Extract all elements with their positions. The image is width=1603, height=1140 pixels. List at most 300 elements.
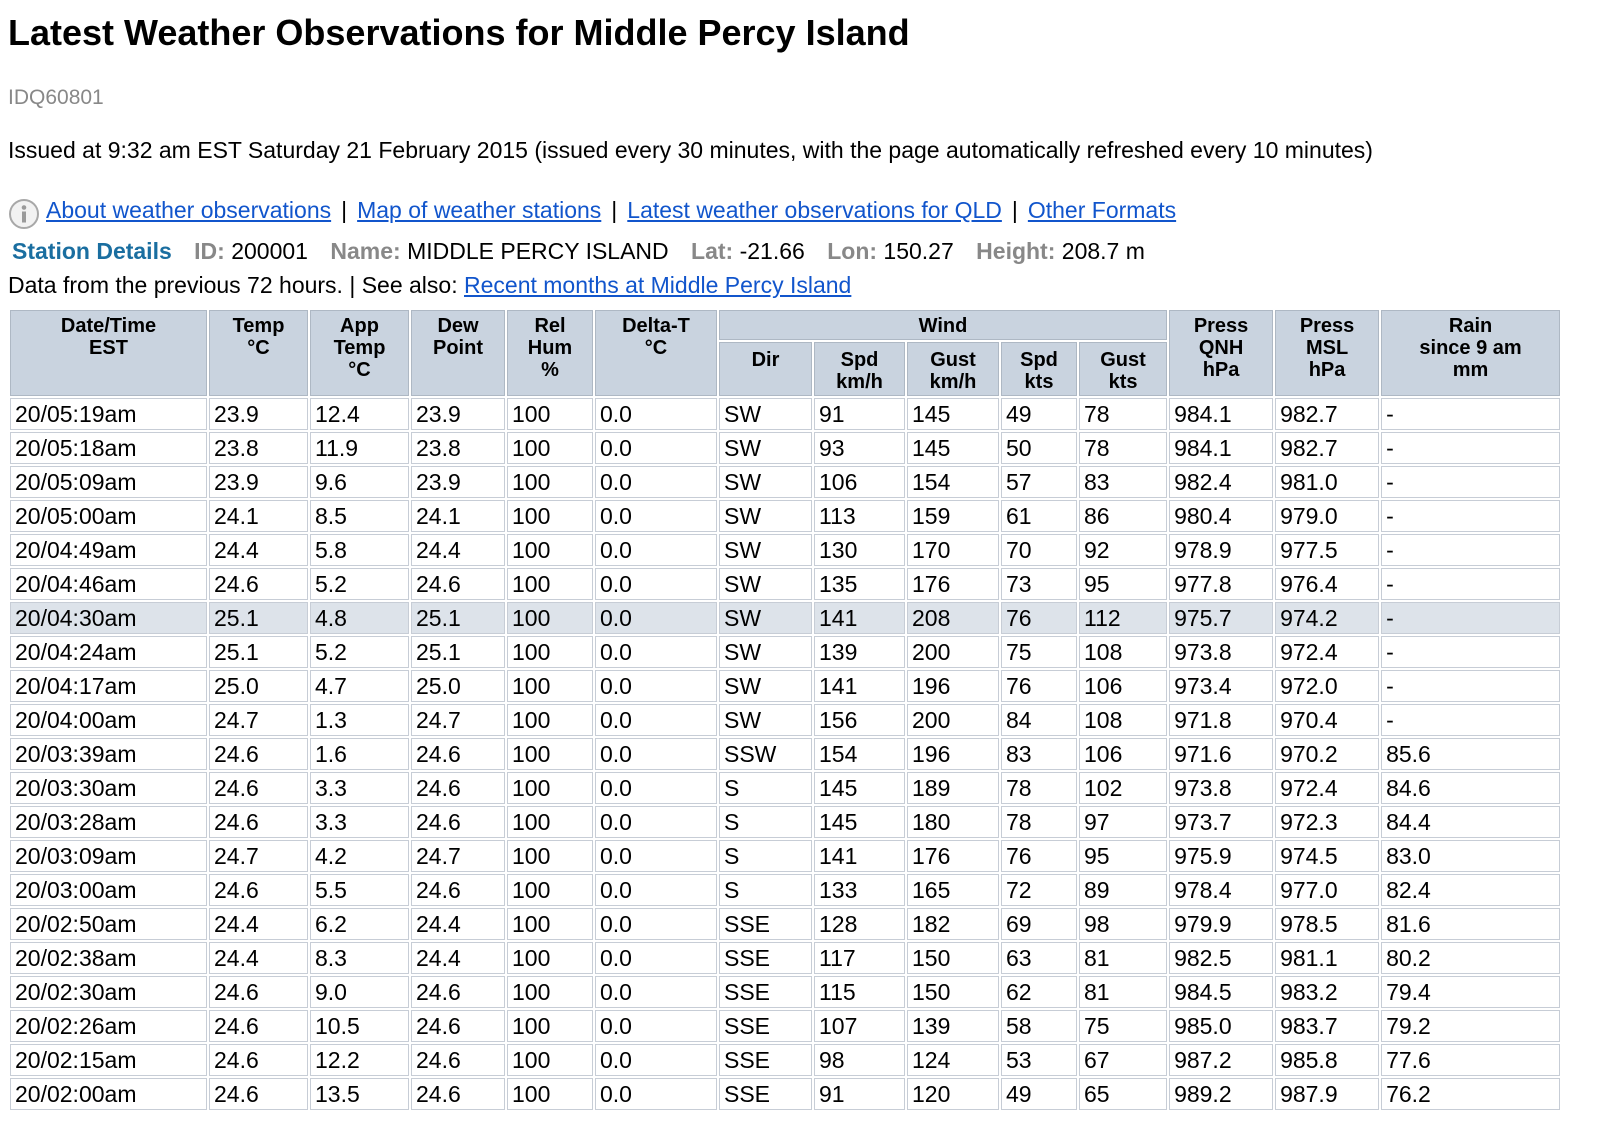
cell-rel-hum: 100	[507, 670, 593, 702]
cell-temp: 24.6	[209, 1078, 308, 1110]
cell-dew-point: 24.6	[411, 806, 505, 838]
cell-rel-hum: 100	[507, 840, 593, 872]
cell-dew-point: 23.8	[411, 432, 505, 464]
cell-wind-gust-kmh: 196	[907, 738, 999, 770]
station-height-label: Height:	[976, 238, 1056, 264]
cell-wind-spd-kmh: 145	[814, 806, 905, 838]
cell-press-qnh: 984.1	[1169, 398, 1273, 430]
table-row	[10, 908, 1560, 940]
cell-press-msl: 982.7	[1275, 432, 1379, 464]
header-gust-kts[interactable]: Gust kts	[1079, 342, 1167, 396]
cell-datetime: 20/03:28am	[10, 806, 207, 838]
cell-delta-t: 0.0	[595, 398, 717, 430]
cell-wind-dir: SW	[719, 466, 812, 498]
cell-wind-gust-kmh: 208	[907, 602, 999, 634]
link-separator: |	[611, 196, 618, 223]
cell-wind-dir: SW	[719, 704, 812, 736]
cell-rel-hum: 100	[507, 568, 593, 600]
table-row	[10, 534, 1560, 566]
cell-wind-dir: SW	[719, 568, 812, 600]
cell-app-temp: 12.2	[310, 1044, 409, 1076]
cell-wind-dir: SW	[719, 636, 812, 668]
cell-dew-point: 25.1	[411, 602, 505, 634]
cell-press-qnh: 987.2	[1169, 1044, 1273, 1076]
observations-body	[10, 398, 1560, 1110]
cell-wind-gust-kmh: 176	[907, 568, 999, 600]
cell-delta-t: 0.0	[595, 908, 717, 940]
cell-wind-gust-kts: 92	[1079, 534, 1167, 566]
cell-app-temp: 8.5	[310, 500, 409, 532]
cell-temp: 24.1	[209, 500, 308, 532]
cell-temp: 24.4	[209, 908, 308, 940]
cell-rain: -	[1381, 636, 1560, 668]
cell-wind-gust-kmh: 120	[907, 1078, 999, 1110]
cell-rain: 84.4	[1381, 806, 1560, 838]
cell-wind-spd-kts: 69	[1001, 908, 1077, 940]
cell-app-temp: 11.9	[310, 432, 409, 464]
cell-rain: -	[1381, 466, 1560, 498]
cell-wind-gust-kts: 78	[1079, 398, 1167, 430]
cell-wind-gust-kts: 89	[1079, 874, 1167, 906]
station-lat-label: Lat:	[691, 238, 734, 264]
cell-wind-dir: SSW	[719, 738, 812, 770]
cell-wind-gust-kmh: 145	[907, 432, 999, 464]
header-dew-point[interactable]: Dew Point	[411, 310, 505, 396]
header-press-msl[interactable]: Press MSL hPa	[1275, 310, 1379, 396]
cell-app-temp: 4.7	[310, 670, 409, 702]
cell-wind-spd-kmh: 91	[814, 398, 905, 430]
cell-delta-t: 0.0	[595, 738, 717, 770]
cell-wind-spd-kmh: 145	[814, 772, 905, 804]
cell-delta-t: 0.0	[595, 1044, 717, 1076]
station-id-label: ID:	[194, 238, 225, 264]
cell-wind-dir: SSE	[719, 908, 812, 940]
station-details-heading: Station Details	[12, 238, 172, 264]
table-row	[10, 874, 1560, 906]
cell-wind-gust-kmh: 200	[907, 704, 999, 736]
cell-press-qnh: 979.9	[1169, 908, 1273, 940]
cell-wind-dir: S	[719, 874, 812, 906]
cell-wind-gust-kts: 97	[1079, 806, 1167, 838]
cell-dew-point: 23.9	[411, 466, 505, 498]
cell-wind-spd-kts: 73	[1001, 568, 1077, 600]
cell-wind-spd-kmh: 154	[814, 738, 905, 770]
cell-wind-gust-kts: 106	[1079, 670, 1167, 702]
cell-wind-spd-kts: 61	[1001, 500, 1077, 532]
cell-press-msl: 976.4	[1275, 568, 1379, 600]
cell-rel-hum: 100	[507, 772, 593, 804]
about-observations-link[interactable]: About weather observations	[46, 196, 332, 223]
cell-wind-gust-kts: 106	[1079, 738, 1167, 770]
cell-wind-dir: SW	[719, 432, 812, 464]
cell-rel-hum: 100	[507, 1078, 593, 1110]
cell-press-qnh: 980.4	[1169, 500, 1273, 532]
cell-wind-spd-kts: 58	[1001, 1010, 1077, 1042]
cell-datetime: 20/02:26am	[10, 1010, 207, 1042]
cell-wind-dir: SSE	[719, 942, 812, 974]
cell-dew-point: 24.6	[411, 568, 505, 600]
cell-press-qnh: 978.9	[1169, 534, 1273, 566]
cell-rel-hum: 100	[507, 500, 593, 532]
cell-press-qnh: 984.1	[1169, 432, 1273, 464]
cell-dew-point: 24.6	[411, 1010, 505, 1042]
cell-delta-t: 0.0	[595, 636, 717, 668]
cell-datetime: 20/04:00am	[10, 704, 207, 736]
header-gust-kmh[interactable]: Gust km/h	[907, 342, 999, 396]
cell-wind-spd-kts: 83	[1001, 738, 1077, 770]
cell-wind-spd-kts: 49	[1001, 1078, 1077, 1110]
cell-rain: 79.2	[1381, 1010, 1560, 1042]
cell-temp: 25.1	[209, 602, 308, 634]
cell-rain: -	[1381, 704, 1560, 736]
cell-wind-spd-kmh: 141	[814, 840, 905, 872]
links-bar	[8, 190, 1176, 230]
cell-delta-t: 0.0	[595, 1010, 717, 1042]
table-row	[10, 704, 1560, 736]
cell-temp: 24.4	[209, 534, 308, 566]
cell-press-msl: 972.0	[1275, 670, 1379, 702]
cell-delta-t: 0.0	[595, 466, 717, 498]
cell-app-temp: 10.5	[310, 1010, 409, 1042]
cell-wind-gust-kts: 95	[1079, 840, 1167, 872]
cell-temp: 25.0	[209, 670, 308, 702]
cell-wind-spd-kmh: 133	[814, 874, 905, 906]
cell-rel-hum: 100	[507, 908, 593, 940]
cell-rain: -	[1381, 500, 1560, 532]
cell-rain: -	[1381, 670, 1560, 702]
cell-press-qnh: 982.5	[1169, 942, 1273, 974]
table-row	[10, 976, 1560, 1008]
cell-wind-gust-kmh: 189	[907, 772, 999, 804]
cell-wind-gust-kmh: 180	[907, 806, 999, 838]
cell-press-msl: 978.5	[1275, 908, 1379, 940]
cell-wind-gust-kmh: 170	[907, 534, 999, 566]
cell-wind-dir: SW	[719, 534, 812, 566]
cell-app-temp: 9.0	[310, 976, 409, 1008]
cell-wind-gust-kmh: 124	[907, 1044, 999, 1076]
cell-rain: 83.0	[1381, 840, 1560, 872]
station-id: 200001	[231, 238, 308, 264]
cell-delta-t: 0.0	[595, 670, 717, 702]
cell-datetime: 20/02:30am	[10, 976, 207, 1008]
header-delta-t[interactable]: Delta-T °C	[595, 310, 717, 396]
cell-temp: 24.6	[209, 1044, 308, 1076]
cell-datetime: 20/05:19am	[10, 398, 207, 430]
cell-press-msl: 972.4	[1275, 772, 1379, 804]
cell-dew-point: 24.4	[411, 942, 505, 974]
cell-rel-hum: 100	[507, 466, 593, 498]
table-row	[10, 500, 1560, 532]
cell-press-qnh: 975.7	[1169, 602, 1273, 634]
cell-rain: 85.6	[1381, 738, 1560, 770]
cell-app-temp: 5.8	[310, 534, 409, 566]
cell-wind-spd-kmh: 128	[814, 908, 905, 940]
station-lon-label: Lon:	[827, 238, 878, 264]
cell-delta-t: 0.0	[595, 840, 717, 872]
cell-wind-spd-kts: 70	[1001, 534, 1077, 566]
cell-datetime: 20/05:09am	[10, 466, 207, 498]
cell-wind-gust-kmh: 182	[907, 908, 999, 940]
cell-wind-gust-kmh: 150	[907, 942, 999, 974]
cell-press-qnh: 975.9	[1169, 840, 1273, 872]
cell-delta-t: 0.0	[595, 942, 717, 974]
cell-press-qnh: 973.7	[1169, 806, 1273, 838]
cell-datetime: 20/05:00am	[10, 500, 207, 532]
cell-dew-point: 24.6	[411, 874, 505, 906]
table-row	[10, 1044, 1560, 1076]
cell-wind-gust-kmh: 139	[907, 1010, 999, 1042]
cell-press-qnh: 984.5	[1169, 976, 1273, 1008]
product-id: IDQ60801	[8, 86, 104, 109]
cell-wind-spd-kmh: 93	[814, 432, 905, 464]
cell-wind-dir: SSE	[719, 1078, 812, 1110]
cell-press-msl: 974.2	[1275, 602, 1379, 634]
cell-rain: 77.6	[1381, 1044, 1560, 1076]
cell-wind-spd-kmh: 117	[814, 942, 905, 974]
cell-wind-dir: S	[719, 806, 812, 838]
cell-wind-gust-kmh: 150	[907, 976, 999, 1008]
cell-delta-t: 0.0	[595, 772, 717, 804]
cell-dew-point: 24.6	[411, 738, 505, 770]
cell-delta-t: 0.0	[595, 806, 717, 838]
cell-wind-dir: SW	[719, 398, 812, 430]
cell-temp: 23.9	[209, 466, 308, 498]
cell-temp: 24.6	[209, 1010, 308, 1042]
table-row	[10, 1078, 1560, 1110]
cell-wind-gust-kts: 108	[1079, 636, 1167, 668]
table-row	[10, 772, 1560, 804]
cell-wind-gust-kts: 86	[1079, 500, 1167, 532]
cell-dew-point: 25.0	[411, 670, 505, 702]
cell-rel-hum: 100	[507, 704, 593, 736]
table-row	[10, 602, 1560, 634]
header-temp[interactable]: Temp °C	[209, 310, 308, 396]
cell-delta-t: 0.0	[595, 432, 717, 464]
cell-wind-spd-kmh: 139	[814, 636, 905, 668]
cell-wind-dir: SSE	[719, 1010, 812, 1042]
other-formats-link[interactable]: Other Formats	[1027, 196, 1177, 223]
cell-datetime: 20/02:50am	[10, 908, 207, 940]
cell-wind-spd-kmh: 107	[814, 1010, 905, 1042]
cell-datetime: 20/04:24am	[10, 636, 207, 668]
cell-rel-hum: 100	[507, 738, 593, 770]
cell-press-msl: 981.1	[1275, 942, 1379, 974]
station-lat: -21.66	[739, 238, 805, 264]
cell-dew-point: 24.7	[411, 840, 505, 872]
table-row	[10, 432, 1560, 464]
cell-wind-gust-kts: 75	[1079, 1010, 1167, 1042]
header-rel-hum[interactable]: Rel Hum %	[507, 310, 593, 396]
cell-rain: 81.6	[1381, 908, 1560, 940]
header-wind: Wind	[719, 310, 1167, 340]
cell-rain: 79.4	[1381, 976, 1560, 1008]
cell-press-qnh: 973.4	[1169, 670, 1273, 702]
cell-temp: 24.6	[209, 874, 308, 906]
station-name-label: Name:	[330, 238, 401, 264]
cell-datetime: 20/03:39am	[10, 738, 207, 770]
cell-press-qnh: 971.8	[1169, 704, 1273, 736]
cell-dew-point: 24.7	[411, 704, 505, 736]
cell-app-temp: 5.2	[310, 636, 409, 668]
cell-wind-spd-kmh: 106	[814, 466, 905, 498]
cell-rel-hum: 100	[507, 398, 593, 430]
cell-rain: 82.4	[1381, 874, 1560, 906]
table-row	[10, 942, 1560, 974]
cell-press-msl: 985.8	[1275, 1044, 1379, 1076]
cell-datetime: 20/05:18am	[10, 432, 207, 464]
table-row	[10, 1010, 1560, 1042]
cell-press-msl: 970.4	[1275, 704, 1379, 736]
cell-app-temp: 6.2	[310, 908, 409, 940]
cell-press-msl: 970.2	[1275, 738, 1379, 770]
table-row	[10, 466, 1560, 498]
header-wind-dir[interactable]: Dir	[719, 342, 812, 396]
cell-datetime: 20/04:30am	[10, 602, 207, 634]
cell-dew-point: 24.6	[411, 976, 505, 1008]
cell-wind-gust-kts: 98	[1079, 908, 1167, 940]
cell-temp: 24.4	[209, 942, 308, 974]
cell-rel-hum: 100	[507, 534, 593, 566]
cell-rain: -	[1381, 398, 1560, 430]
cell-press-msl: 981.0	[1275, 466, 1379, 498]
cell-wind-gust-kts: 83	[1079, 466, 1167, 498]
cell-app-temp: 1.3	[310, 704, 409, 736]
map-stations-link[interactable]: Map of weather stations	[357, 196, 602, 223]
header-app-temp[interactable]: App Temp °C	[310, 310, 409, 396]
cell-rel-hum: 100	[507, 636, 593, 668]
cell-wind-gust-kts: 81	[1079, 976, 1167, 1008]
cell-datetime: 20/03:30am	[10, 772, 207, 804]
cell-rel-hum: 100	[507, 874, 593, 906]
cell-rel-hum: 100	[507, 432, 593, 464]
header-datetime[interactable]: Date/Time EST	[10, 310, 207, 396]
cell-dew-point: 23.9	[411, 398, 505, 430]
cell-wind-gust-kts: 112	[1079, 602, 1167, 634]
cell-app-temp: 4.8	[310, 602, 409, 634]
cell-wind-gust-kts: 102	[1079, 772, 1167, 804]
cell-press-msl: 983.2	[1275, 976, 1379, 1008]
cell-datetime: 20/03:09am	[10, 840, 207, 872]
cell-dew-point: 24.6	[411, 1044, 505, 1076]
cell-wind-spd-kts: 75	[1001, 636, 1077, 668]
cell-wind-dir: SW	[719, 670, 812, 702]
cell-delta-t: 0.0	[595, 568, 717, 600]
page-title: Latest Weather Observations for Middle Percy Island	[8, 12, 910, 53]
cell-rel-hum: 100	[507, 1010, 593, 1042]
cell-delta-t: 0.0	[595, 976, 717, 1008]
cell-press-msl: 982.7	[1275, 398, 1379, 430]
table-row	[10, 636, 1560, 668]
cell-rain: -	[1381, 534, 1560, 566]
cell-datetime: 20/02:38am	[10, 942, 207, 974]
issued-text: Issued at 9:32 am EST Saturday 21 February 2015 (issued every 30 minutes, with the page automatically refreshed every 10 minutes)	[8, 137, 1373, 163]
recent-months-link[interactable]: Recent months at Middle Percy Island	[464, 272, 852, 298]
cell-press-msl: 972.3	[1275, 806, 1379, 838]
cell-rel-hum: 100	[507, 602, 593, 634]
link-separator: |	[341, 196, 348, 223]
cell-wind-spd-kmh: 141	[814, 602, 905, 634]
cell-temp: 23.9	[209, 398, 308, 430]
cell-app-temp: 3.3	[310, 806, 409, 838]
cell-temp: 24.6	[209, 806, 308, 838]
cell-wind-spd-kmh: 135	[814, 568, 905, 600]
cell-wind-spd-kmh: 130	[814, 534, 905, 566]
cell-wind-gust-kmh: 145	[907, 398, 999, 430]
cell-wind-spd-kts: 76	[1001, 840, 1077, 872]
cell-wind-gust-kts: 78	[1079, 432, 1167, 464]
cell-dew-point: 24.4	[411, 908, 505, 940]
cell-wind-spd-kts: 53	[1001, 1044, 1077, 1076]
cell-wind-spd-kmh: 156	[814, 704, 905, 736]
station-details	[12, 238, 1161, 265]
cell-dew-point: 24.1	[411, 500, 505, 532]
cell-delta-t: 0.0	[595, 704, 717, 736]
cell-temp: 24.6	[209, 976, 308, 1008]
cell-wind-gust-kts: 81	[1079, 942, 1167, 974]
cell-rain: -	[1381, 568, 1560, 600]
cell-wind-gust-kts: 65	[1079, 1078, 1167, 1110]
cell-temp: 24.6	[209, 738, 308, 770]
station-name: MIDDLE PERCY ISLAND	[407, 238, 669, 264]
table-row	[10, 738, 1560, 770]
cell-press-qnh: 982.4	[1169, 466, 1273, 498]
cell-wind-spd-kts: 57	[1001, 466, 1077, 498]
cell-wind-gust-kts: 67	[1079, 1044, 1167, 1076]
station-height: 208.7 m	[1061, 238, 1145, 264]
cell-datetime: 20/03:00am	[10, 874, 207, 906]
header-rain[interactable]: Rain since 9 am mm	[1381, 310, 1560, 396]
cell-wind-spd-kts: 63	[1001, 942, 1077, 974]
cell-press-msl: 979.0	[1275, 500, 1379, 532]
cell-rel-hum: 100	[507, 1044, 593, 1076]
cell-temp: 24.6	[209, 568, 308, 600]
data-note-text: Data from the previous 72 hours. | See also:	[8, 272, 464, 298]
table-row	[10, 840, 1560, 872]
header-press-qnh[interactable]: Press QNH hPa	[1169, 310, 1273, 396]
cell-wind-gust-kmh: 200	[907, 636, 999, 668]
cell-datetime: 20/04:46am	[10, 568, 207, 600]
cell-wind-dir: S	[719, 840, 812, 872]
cell-datetime: 20/02:15am	[10, 1044, 207, 1076]
cell-press-msl: 987.9	[1275, 1078, 1379, 1110]
latest-qld-link[interactable]: Latest weather observations for QLD	[627, 196, 1002, 223]
header-spd-kts[interactable]: Spd kts	[1001, 342, 1077, 396]
cell-press-msl: 977.0	[1275, 874, 1379, 906]
cell-delta-t: 0.0	[595, 602, 717, 634]
cell-dew-point: 24.6	[411, 772, 505, 804]
cell-wind-gust-kts: 95	[1079, 568, 1167, 600]
cell-app-temp: 3.3	[310, 772, 409, 804]
cell-wind-dir: SSE	[719, 976, 812, 1008]
cell-press-qnh: 978.4	[1169, 874, 1273, 906]
cell-app-temp: 5.5	[310, 874, 409, 906]
cell-wind-gust-kmh: 154	[907, 466, 999, 498]
cell-wind-spd-kmh: 113	[814, 500, 905, 532]
cell-press-msl: 974.5	[1275, 840, 1379, 872]
cell-rel-hum: 100	[507, 976, 593, 1008]
cell-datetime: 20/04:49am	[10, 534, 207, 566]
cell-temp: 25.1	[209, 636, 308, 668]
cell-wind-dir: SW	[719, 500, 812, 532]
cell-rel-hum: 100	[507, 806, 593, 838]
table-row	[10, 670, 1560, 702]
header-spd-kmh[interactable]: Spd km/h	[814, 342, 905, 396]
cell-wind-spd-kmh: 91	[814, 1078, 905, 1110]
cell-press-qnh: 971.6	[1169, 738, 1273, 770]
cell-rain: 84.6	[1381, 772, 1560, 804]
cell-rain: 80.2	[1381, 942, 1560, 974]
cell-wind-dir: SW	[719, 602, 812, 634]
